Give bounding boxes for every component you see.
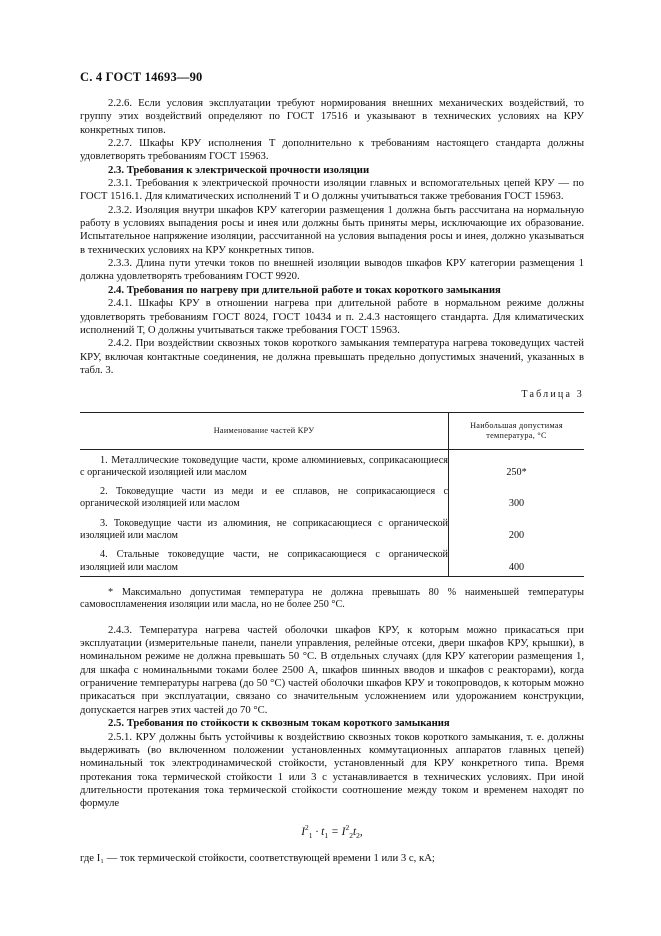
paragraph-2-3-2: 2.3.2. Изоляция внутри шкафов КРУ категории размещения 1 должна быть рассчитана на нормальную работу в условиях выпадения росы и инея или должны быть приняты меры, исключающие их образование. Испытательное напряжение изоляции, рассчитанной на условия выпадения росы и инея, должно указываться в технических условиях на КРУ конкретных типов. — [80, 203, 584, 256]
table-row — [80, 481, 584, 513]
table-cell-temperature: 250* — [506, 466, 527, 478]
table-caption: Таблица 3 — [521, 389, 584, 401]
table-cell-temperature: 200 — [508, 530, 525, 542]
paragraph-2-2-7: 2.2.7. Шкафы КРУ исполнения Т дополнительно к требованиям настоящего стандарта должны удовлетворять требованиям ГОСТ 15963. — [80, 137, 584, 163]
table-header-parts: Наименование частей КРУ — [80, 412, 449, 449]
section-heading-2-4: 2.4. Требования по нагреву при длительной работе и токах короткого замыкания — [108, 283, 501, 296]
table-row — [80, 544, 584, 576]
temperature-table — [80, 412, 584, 577]
document-body — [80, 97, 584, 865]
formula: $I^2_1 \cdot t_1 = I^2_2t_2$, — [301, 822, 363, 840]
table-cell-temperature: 300 — [508, 498, 525, 510]
paragraph-2-3-3: 2.3.3. Длина пути утечки токов по внешней изоляции выводов шкафов КРУ категории размещения 1 должна удовлетворять требованиям ГОСТ 9920. — [80, 257, 584, 283]
table-cell-part-name: 4. Стальные токоведущие части, не соприкасающиеся с органической изоляцией или маслом — [80, 544, 449, 576]
paragraph-2-5-1: 2.5.1. КРУ должны быть устойчивы к воздействию сквозных токов короткого замыкания, т. е. должны выдерживать (во включенном положении установленных коммутационных аппаратов главных цепей) номинальный ток электродинамической стойкости, установленный для КРУ конкретного типа. Время протекания тока термической стойкости 1 или 3 с устанавливается в технических условиях. При иной длительности протекания тока термической стойкости соотношение между током и временем находят по формуле — [80, 730, 584, 810]
formula-explanation: где I₁ — ток термической стойкости, соответствующей времени 1 или 3 с, кА; — [80, 852, 435, 865]
table-header-temperature: Наибольшая допустимая температура, °С — [449, 412, 585, 449]
table-row — [80, 513, 584, 545]
paragraph-2-4-2: 2.4.2. При воздействии сквозных токов короткого замыкания температура нагрева токоведущих частей КРУ, включая контактные соединения, не должна превышать предельно допустимых значений, указанных в табл. 3. — [80, 337, 584, 376]
paragraph-2-3-1: 2.3.1. Требования к электрической прочности изоляции главных и вспомогательных цепей КРУ — по ГОСТ 1516.1. Для климатических исполнений Т и О должны учитываться также требования ГОСТ 15963. — [80, 177, 584, 203]
section-heading-2-3: 2.3. Требования к электрической прочности изоляции — [108, 163, 370, 176]
paragraph-2-2-6: 2.2.6. Если условия эксплуатации требуют нормирования внешних механических воздействий, то группу этих воздействий определяют по ГОСТ 17516 и указывают в технических условиях на КРУ конкретных типов. — [80, 97, 584, 136]
table-cell-part-name: 2. Токоведущие части из меди и ее сплавов, не соприкасающиеся с органической изоляцией или маслом — [80, 481, 449, 513]
paragraph-2-4-1: 2.4.1. Шкафы КРУ в отношении нагрева при длительной работе в нормальном режиме должны удовлетворять требованиям ГОСТ 8024, ГОСТ 10434 и п. 2.4.3 настоящего стандарта. Для климатических исполнений Т, О должны учитываться также требования ГОСТ 15963. — [80, 297, 584, 336]
page-header: С. 4 ГОСТ 14693—90 — [80, 70, 203, 84]
paragraph-2-4-3: 2.4.3. Температура нагрева частей оболочки шкафов КРУ, к которым можно прикасаться при эксплуатации (измерительные панели, панели управления, релейные отсеки, двери шкафов КРУ, крышки), в номинальном режиме не должна превышать 50 °С. В отдельных случаях (для КРУ категории размещения 1, для шкафа с номинальными токами более 2500 А, шкафов шинных вводов и шкафов с реакторами), когда ограничение температуры нагрева (до 50 °С) частей оболочки шкафов КРУ и токопроводов, к которым можно прикасаться при эксплуатации, связано со значительным усложнением или удорожанием конструкции, допускается нагрев этих частей до 70 °С. — [80, 623, 584, 716]
section-heading-2-5: 2.5. Требования по стойкости к сквозным токам короткого замыкания — [108, 717, 450, 730]
table-footnote: * Максимально допустимая температура не должна превышать 80 % наименьшей температуры самовоспламенения изоляции или масла, но не более 250 °С. — [80, 586, 584, 611]
table-row — [80, 449, 584, 481]
table-cell-part-name: 3. Токоведущие части из алюминия, не соприкасающиеся с органической изоляцией или маслом — [80, 513, 449, 545]
table-cell-temperature: 400 — [449, 544, 585, 576]
table-cell-part-name: 1. Металлические токоведущие части, кроме алюминиевых, соприкасающиеся с органической изоляцией или маслом — [80, 449, 449, 481]
table-header-row — [80, 412, 584, 449]
